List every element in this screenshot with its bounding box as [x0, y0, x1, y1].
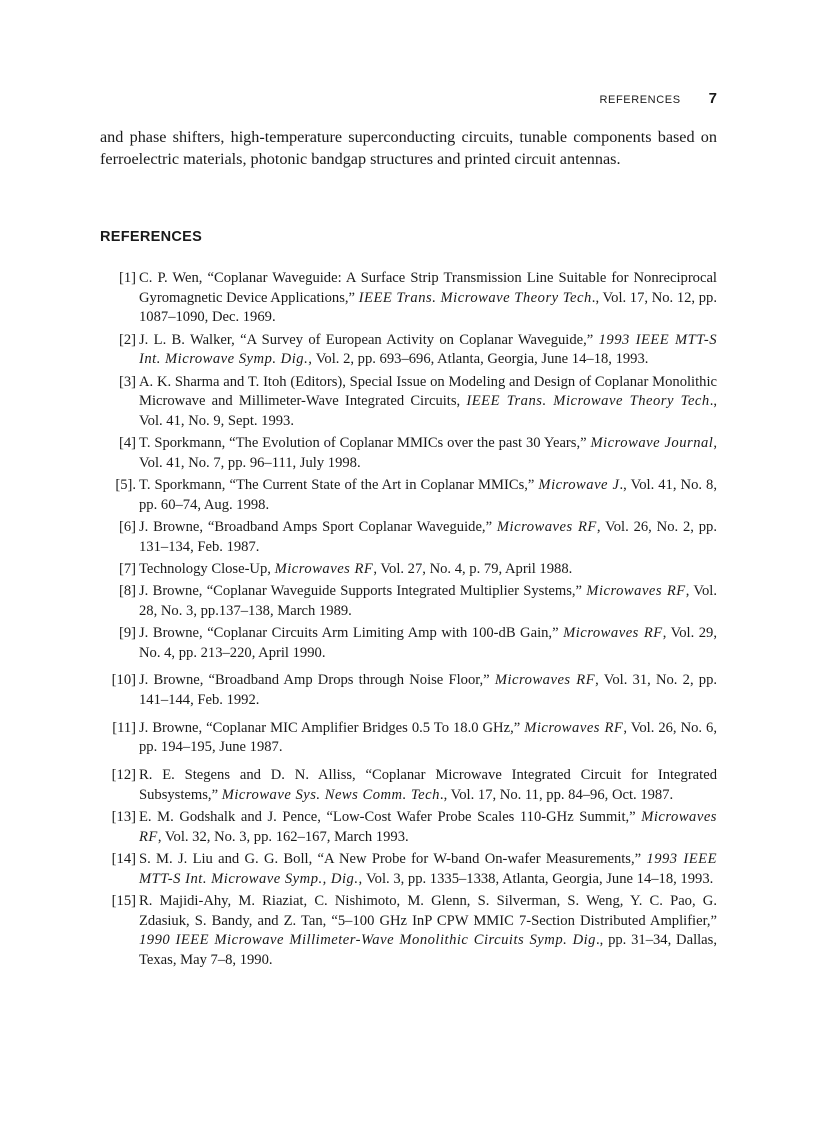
reference-source: Microwaves RF: [524, 719, 624, 736]
reference-item: [100, 331, 717, 370]
reference-text: [139, 851, 717, 887]
reference-segment: ., Vol. 41, No. 8, pp. 60–74, Aug. 1998.: [139, 477, 717, 513]
reference-segment: ., Vol. 41, No. 9, Sept. 1993.: [139, 393, 717, 429]
reference-segment: , Vol. 29, No. 4, pp. 213–220, April 1990.: [139, 624, 717, 661]
reference-item: [100, 582, 717, 621]
section-heading: REFERENCES: [100, 229, 203, 245]
reference-item: [100, 434, 717, 473]
reference-segment: , Vol. 31, No. 2, pp. 141–144, Feb. 1992.: [139, 672, 718, 709]
reference-text: [139, 672, 717, 708]
reference-segment: , Vol. 28, No. 3, pp.137–138, March 1989.: [139, 583, 717, 619]
reference-source: Microwaves RF: [563, 624, 663, 641]
reference-list: [100, 269, 717, 973]
reference-source: IEEE Trans. Microwave Theory Tech: [466, 393, 710, 410]
reference-source: Microwaves RF: [494, 672, 596, 689]
reference-text: [139, 477, 717, 513]
reference-text: [139, 435, 717, 471]
reference-item: [100, 808, 717, 847]
reference-number: [9]: [118, 624, 136, 641]
reference-segment: J. Browne, “Broadband Amps Sport Coplanar Waveguide,”: [139, 518, 497, 535]
reference-source: Microwaves RF: [274, 560, 374, 577]
reference-item: [100, 476, 717, 515]
page-number: 7: [708, 90, 717, 107]
intro-paragraph: and phase shifters, high-temperature superconducting circuits, tunable components based on ferroelectric materials, photonic bandgap structures and printed circuit antennas.: [100, 128, 717, 168]
reference-segment: J. Browne, “Coplanar Waveguide Supports Integrated Multiplier Systems,”: [139, 583, 587, 600]
reference-segment: , Vol. 26, No. 2, pp. 131–134, Feb. 1987.: [139, 518, 718, 555]
reference-number: [13]: [111, 809, 136, 826]
reference-segment: ., Vol. 17, No. 12, pp. 1087–1090, Dec. 1969.: [139, 289, 717, 326]
reference-number: [4]: [118, 435, 136, 452]
reference-segment: E. M. Godshalk and J. Pence, “Low-Cost Wafer Probe Scales 110-GHz Summit,”: [139, 809, 642, 826]
reference-text: [139, 893, 717, 968]
reference-segment: J. Browne, “Coplanar Circuits Arm Limiting Amp with 100-dB Gain,”: [139, 624, 564, 641]
reference-item: [100, 719, 717, 758]
reference-segment: J. L. B. Walker, “A Survey of European Activity on Coplanar Waveguide,”: [139, 331, 599, 348]
reference-number: [12]: [111, 767, 136, 784]
reference-segment: C. P. Wen, “Coplanar Waveguide: A Surface Strip Transmission Line Suitable for Nonreciprocal Gyromagnetic Device Applications,”: [139, 270, 717, 306]
reference-segment: , Vol. 26, No. 6, pp. 194–195, June 1987.: [139, 719, 717, 756]
running-header: [560, 90, 717, 108]
reference-item: [100, 671, 717, 710]
reference-number: [7]: [118, 560, 136, 577]
reference-text: [139, 625, 717, 661]
reference-number: [1]: [118, 270, 136, 286]
reference-item: [100, 560, 717, 580]
reference-source: Microwaves RF: [586, 583, 686, 600]
reference-segment: J. Browne, “Broadband Amp Drops through Noise Floor,”: [139, 672, 495, 689]
reference-segment: T. Sporkmann, “The Evolution of Coplanar MMICs over the past 30 Years,”: [139, 435, 591, 452]
reference-text: [139, 519, 717, 555]
reference-item: [100, 892, 717, 971]
reference-item: [100, 269, 717, 328]
reference-item: [100, 766, 717, 805]
reference-source: Microwaves RF: [496, 518, 597, 535]
reference-segment: T. Sporkmann, “The Current State of the Art in Coplanar MMICs,”: [139, 477, 539, 494]
reference-text: [139, 720, 717, 756]
reference-number: [6]: [118, 518, 136, 535]
reference-number: [2]: [118, 331, 136, 348]
reference-item: [100, 518, 717, 557]
reference-segment: A. K. Sharma and T. Itoh (Editors), Special Issue on Modeling and Design of Coplanar Monolithic Microwave and Millimeter-Wave Integrated Circuits,: [139, 373, 717, 410]
reference-number: [10]: [111, 672, 136, 689]
reference-segment: ., Vol. 17, No. 11, pp. 84–96, Oct. 1987.: [439, 786, 674, 803]
reference-source: 1990 IEEE Microwave Millimeter-Wave Monolithic Circuits Symp. Dig: [139, 932, 596, 949]
reference-text: [139, 332, 717, 368]
reference-segment: , Vol. 41, No. 7, pp. 96–111, July 1998.: [139, 435, 718, 471]
reference-segment: , Vol. 27, No. 4, p. 79, April 1988.: [373, 560, 573, 577]
reference-source: 1993 IEEE MTT-S Int. Microwave Symp., Dig.,: [139, 850, 717, 887]
reference-source: Microwave Journal: [590, 435, 714, 452]
reference-segment: ., pp. 31–34, Dallas, Texas, May 7–8, 1990.: [139, 932, 717, 968]
reference-segment: Technology Close-Up,: [139, 560, 275, 577]
reference-number: [15]: [111, 892, 136, 909]
reference-number: [11]: [112, 719, 136, 736]
reference-number: [3]: [118, 373, 136, 390]
reference-segment: R. Majidi-Ahy, M. Riaziat, C. Nishimoto, M. Glenn, S. Silverman, S. Weng, Y. C. Pao, G. Zdasiuk, S. Bandy, and Z. Tan, “5–100 GHz InP CPW MMIC 7-Section Distributed Amplifier,”: [139, 892, 717, 929]
reference-source: Microwave Sys. News Comm. Tech: [221, 786, 440, 803]
reference-text: [139, 767, 717, 803]
reference-text: [139, 583, 717, 619]
reference-segment: Vol. 3, pp. 1335–1338, Atlanta, Georgia, June 14–18, 1993.: [362, 870, 714, 887]
reference-text: [139, 374, 717, 429]
reference-text: [139, 270, 717, 325]
reference-source: Microwave J: [538, 477, 620, 494]
reference-item: [100, 373, 717, 432]
reference-number: [14]: [111, 850, 136, 867]
running-title: REFERENCES: [599, 94, 681, 106]
reference-number: [5].: [115, 477, 136, 494]
reference-text: [139, 809, 717, 845]
reference-text: [139, 561, 572, 577]
reference-segment: J. Browne, “Coplanar MIC Amplifier Bridges 0.5 To 18.0 GHz,”: [139, 719, 525, 736]
reference-source: 1993 IEEE MTT-S Int. Microwave Symp. Dig.,: [139, 331, 717, 368]
reference-segment: Vol. 2, pp. 693–696, Atlanta, Georgia, June 14–18, 1993.: [312, 351, 649, 368]
reference-segment: R. E. Stegens and D. N. Alliss, “Coplanar Microwave Integrated Circuit for Integrated Subsystems,”: [139, 767, 717, 803]
reference-source: Microwaves RF: [139, 809, 717, 845]
reference-segment: S. M. J. Liu and G. G. Boll, “A New Probe for W-band On-wafer Measurements,”: [139, 850, 647, 867]
reference-source: IEEE Trans. Microwave Theory Tech: [358, 289, 592, 306]
reference-number: [8]: [118, 583, 136, 600]
reference-item: [100, 624, 717, 663]
reference-segment: , Vol. 32, No. 3, pp. 162–167, March 1993.: [157, 828, 409, 845]
reference-item: [100, 850, 717, 889]
